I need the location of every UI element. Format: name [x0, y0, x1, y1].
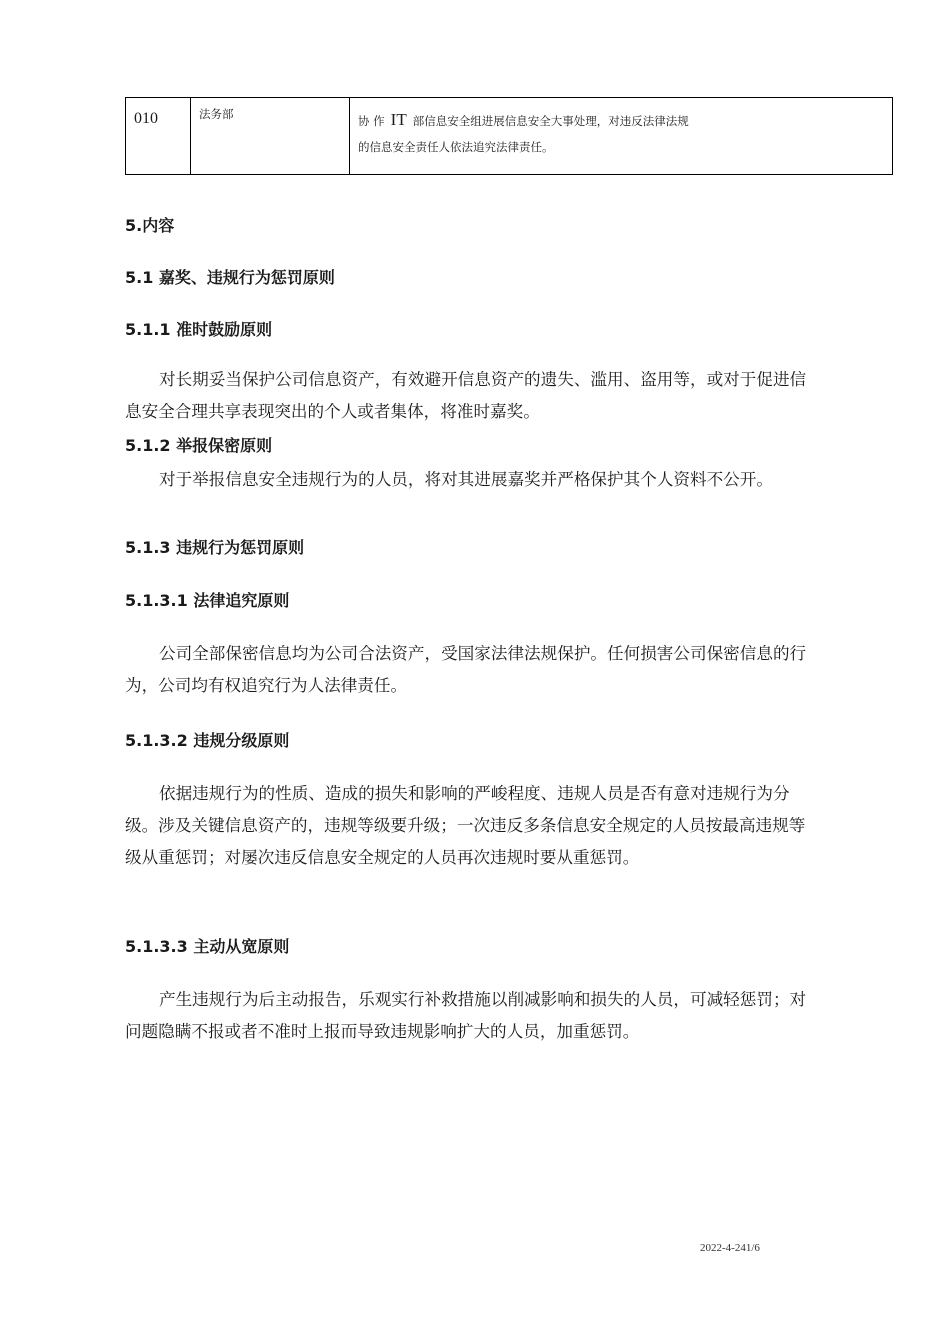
row-number: 010	[134, 110, 158, 127]
heading-5-1-3-1: 5.1.3.1 法律追究原则	[125, 591, 290, 610]
page-footer: 2022-4-241/6	[700, 1242, 760, 1254]
heading-5-1-2: 5.1.2 举报保密原则	[125, 436, 273, 455]
duty-it: IT	[390, 110, 407, 129]
responsibility-table	[125, 97, 893, 175]
paragraph-5-1-2: 对于举报信息安全违规行为的人员，将对其进展嘉奖并严格保护其个人资料不公开。	[159, 470, 773, 489]
duty-line1-rest: 部信息安全组进展信息安全大事处理，对违反法律法规	[412, 114, 689, 128]
heading-5-1-1: 5.1.1 准时鼓励原则	[125, 320, 273, 339]
duty-line-1	[350, 98, 892, 131]
duty-prefix: 协 作	[358, 114, 385, 128]
duty-cell	[350, 98, 893, 175]
paragraph-5-1-3-1: 公司全部保密信息均为公司合法资产，受国家法律法规保护。任何损害公司保密信息的行为，公司均有权追究行为人法律责任。	[125, 644, 807, 695]
heading-5-1-3: 5.1.3 违规行为惩罚原则	[125, 538, 305, 557]
department-name: 法务部	[199, 107, 234, 121]
heading-5-1-3-3: 5.1.3.3 主动从宽原则	[125, 937, 290, 956]
row-number-cell	[126, 98, 191, 175]
department-cell	[191, 98, 350, 175]
table-row	[126, 98, 893, 175]
paragraph-5-1-3-2: 依据违规行为的性质、造成的损失和影响的严峻程度、违规人员是否有意对违规行为分级。涉及关键信息资产的，违规等级要升级；一次违反多条信息安全规定的人员按最高违规等级从重惩罚；对屡次违反信息安全规定的人员再次违规时要从重惩罚。	[125, 784, 806, 867]
duty-line-2: 的信息安全责任人依法追究法律责任。	[358, 140, 554, 154]
heading-5-1: 5.1 嘉奖、违规行为惩罚原则	[125, 268, 335, 287]
heading-5-1-3-2: 5.1.3.2 违规分级原则	[125, 731, 290, 750]
heading-5: 5.内容	[125, 216, 175, 235]
paragraph-5-1-1: 对长期妥当保护公司信息资产，有效避开信息资产的遗失、滥用、盗用等，或对于促进信息安全合理共享表现突出的个人或者集体，将准时嘉奖。	[125, 370, 807, 421]
paragraph-5-1-3-3: 产生违规行为后主动报告，乐观实行补救措施以削减影响和损失的人员，可减轻惩罚；对问题隐瞒不报或者不准时上报而导致违规影响扩大的人员，加重惩罚。	[125, 990, 807, 1041]
